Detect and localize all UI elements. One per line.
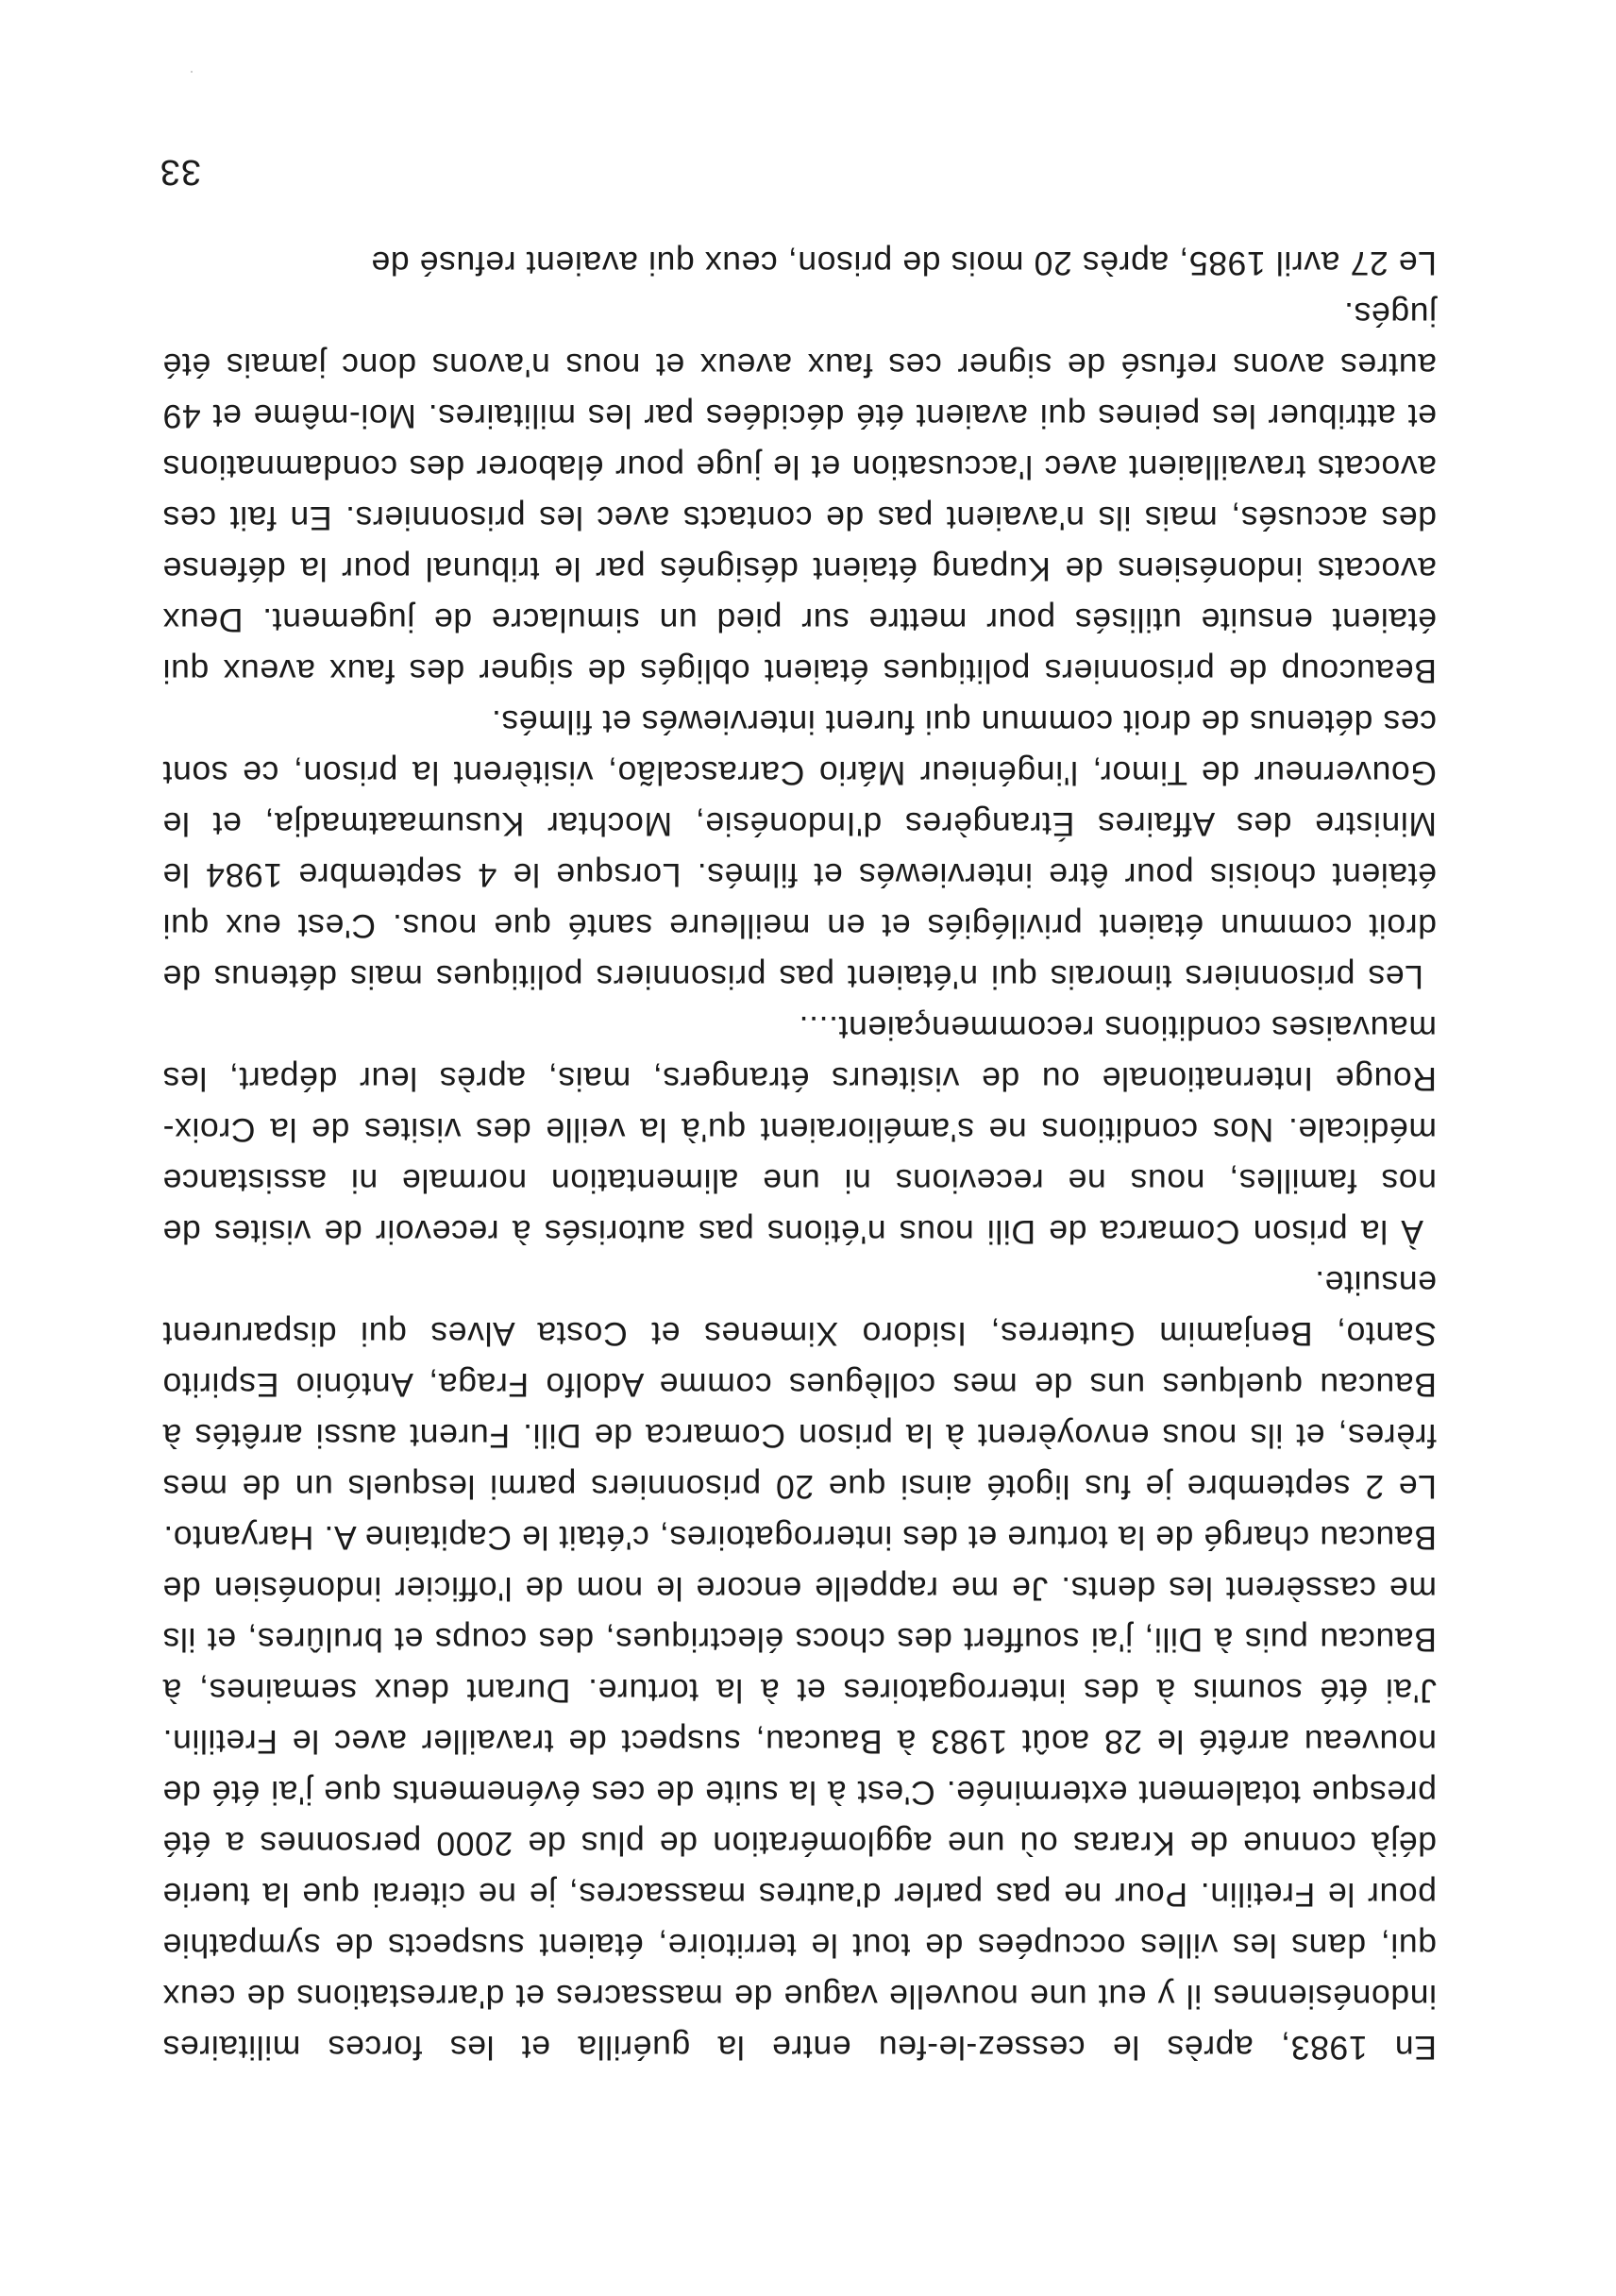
page-number: 33 <box>159 152 201 192</box>
body-text <box>162 238 1437 2073</box>
paragraph: Le 2 septembre je fus ligoté ainsi que 20 prisonniers parmi lesquels un de mes frères, et ils nous envoyèrent à la prison Comarca de Dili. Furent aussi arrêtés à Baucau quelques uns de mes collègues comme Adolfo Fraga, António Espirito Santo, Benjamim Guterres, Isidoro Ximenes et Costa Alves qui disparurent ensuite. <box>162 1264 1437 1506</box>
paragraph: À la prison Comarca de Dili nous n'étions pas autorisés à recevoir de visites de nos familles, nous ne recevions ni une alimentation normale ni assistance médicale. Nos conditions ne s'amélioraient qu'à la veille des visites de la Croix-Rouge Internationale ou de visiteurs étrangers, mais, après leur départ, les mauvaises conditions recommençaient.... <box>162 1009 1437 1251</box>
paragraph: Beaucoup de prisonniers politiques étaient obligés de signer des faux aveux qui étaient ensuite utilisés pour mettre sur pied un simulacre de jugement. Deux avocats indonésiens de Kupang étaient désignés par le tribunal pour la défense des accusés, mais ils n'avaient pas de contacts avec les prisonniers. En fait ces avocats travaillaient avec l'accusation et le juge pour élaborer des condamnations et attribuer les peines qui avaient été décidées par les militaires. Moi-même et 49 autres avons refusé de signer ces faux aveux et nous n'avons donc jamais été jugés. <box>162 295 1437 690</box>
scan-speck <box>191 71 193 73</box>
paragraph: En 1983, après le cessez-le-feu entre la guérilla et les forces militaires indonésiennes il y eut une nouvelle vague de massacres et d'arrestations de ceux qui, dans les villes occupées de tout le territoire, étaient suspects de sympathie pour le Fretilin. Pour ne pas parler d'autres massacres, je ne citerai que la tuerie déjà connue de Kraras où une agglomération de plus de 2000 personnes a été presque totalement exterminée. C'est à la suite de ces événements que j'ai été de nouveau arrêté le 28 août 1983 à Baucau, suspect de travailler avec le Fretilin. J'ai été soumis à des interrogatoires et à la torture. Durant deux semaines, à Baucau puis à Dili, j'ai souffert des chocs électriques, des coups et brulûres, et ils me cassèrent les dents. Je me rappelle encore le nom de l'officier indonésien de Baucau chargé de la torture et des interrogatoires, c'était le Capitaine A. Haryanto. <box>162 1519 1437 2067</box>
paragraph: Les prisonniers timorais qui n'étaient pas prisonniers politiques mais détenus de droit commun étaient privilégiés et en meilleure santé que nous. C'est eux qui étaient choisis pour être interviewés et filmés. Lorsque le 4 septembre 1984 le Ministre des Affaires Étrangères d'Indonésie, Mochtar Kusumaatmadja, et le Gouverneur de Timor, l'ingénieur Mário Carrascalão, visitèrent la prison, ce sont ces détenus de droit commun qui furent interviewés et filmés. <box>162 703 1437 996</box>
paragraph: Le 27 avril 1985, après 20 mois de prison, ceux qui avaient refusé de <box>370 245 1437 282</box>
